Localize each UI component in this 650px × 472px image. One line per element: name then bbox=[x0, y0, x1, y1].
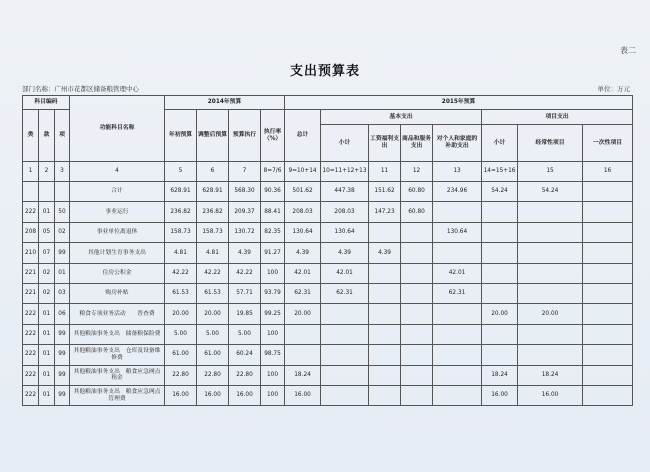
cell-rate: 88.41 bbox=[261, 202, 285, 222]
cell-wage bbox=[369, 345, 401, 365]
header-one-time-project: 一次性项目 bbox=[583, 125, 633, 162]
cell-executed: 209.37 bbox=[229, 202, 261, 222]
cell-proj-subtotal: 54.24 bbox=[482, 182, 518, 202]
cell-total: 4.39 bbox=[285, 243, 321, 263]
cell-name: 事业运行 bbox=[70, 202, 165, 222]
cell-adjusted: 61.00 bbox=[197, 345, 229, 365]
cell-onetime bbox=[583, 365, 633, 385]
table-row bbox=[23, 263, 633, 283]
cell-goods bbox=[401, 222, 433, 242]
expenditure-budget-table bbox=[22, 95, 633, 406]
cell-kuan: 01 bbox=[39, 304, 55, 324]
cell-adjusted: 628.91 bbox=[197, 182, 229, 202]
cell-adjusted: 42.22 bbox=[197, 263, 229, 283]
cell-lei: 222 bbox=[23, 202, 39, 222]
cell-personal bbox=[433, 345, 482, 365]
cell-executed: 57.71 bbox=[229, 283, 261, 303]
cell-rate: 82.35 bbox=[261, 222, 285, 242]
cell-basic-subtotal bbox=[321, 345, 369, 365]
cell-kuan: 02 bbox=[39, 263, 55, 283]
header-adjusted-budget: 调整后预算 bbox=[197, 110, 229, 162]
header-kuan: 款 bbox=[39, 110, 55, 162]
cell-recurring: 20.00 bbox=[518, 304, 583, 324]
cell-proj-subtotal bbox=[482, 345, 518, 365]
cell-xiang: 99 bbox=[55, 385, 70, 405]
cell-rate: 91.27 bbox=[261, 243, 285, 263]
cell-onetime bbox=[583, 243, 633, 263]
header-budget-2015: 2015年预算 bbox=[285, 96, 633, 110]
header-subject-code: 科目编码 bbox=[23, 96, 70, 110]
cell-xiang: 01 bbox=[55, 263, 70, 283]
header-wage-welfare: 工资福利支出 bbox=[369, 125, 401, 162]
cell-wage bbox=[369, 304, 401, 324]
cell-wage bbox=[369, 324, 401, 344]
cell-goods bbox=[401, 365, 433, 385]
cell-name: 其他粮油事务支出 粮食应急网点租金 bbox=[70, 365, 165, 385]
cell-proj-subtotal bbox=[482, 283, 518, 303]
cell-total bbox=[285, 345, 321, 365]
cell-xiang: 99 bbox=[55, 243, 70, 263]
header-project-expenditure: 项目支出 bbox=[482, 110, 633, 125]
cell-onetime bbox=[583, 304, 633, 324]
cell-proj-subtotal bbox=[482, 243, 518, 263]
cell-lei: 221 bbox=[23, 283, 39, 303]
cell-lei: 222 bbox=[23, 385, 39, 405]
cell-rate: 93.79 bbox=[261, 283, 285, 303]
cell-goods bbox=[401, 324, 433, 344]
cell-proj-subtotal bbox=[482, 222, 518, 242]
cell-name: 其他计划生育事务支出 bbox=[70, 243, 165, 263]
cell-personal: 62.31 bbox=[433, 283, 482, 303]
cell-basic-subtotal: 42.01 bbox=[321, 263, 369, 283]
cell-goods bbox=[401, 283, 433, 303]
index-cell: 9=10+14 bbox=[285, 162, 321, 182]
cell-executed: 568.30 bbox=[229, 182, 261, 202]
cell-goods bbox=[401, 345, 433, 365]
table-row bbox=[23, 222, 633, 242]
cell-wage bbox=[369, 365, 401, 385]
cell-executed: 130.72 bbox=[229, 222, 261, 242]
cell-proj-subtotal bbox=[482, 324, 518, 344]
index-cell: 16 bbox=[583, 162, 633, 182]
index-cell: 11 bbox=[369, 162, 401, 182]
table-row bbox=[23, 202, 633, 222]
cell-wage bbox=[369, 263, 401, 283]
cell-executed: 5.00 bbox=[229, 324, 261, 344]
table-row bbox=[23, 365, 633, 385]
cell-basic-subtotal: 130.64 bbox=[321, 222, 369, 242]
cell-basic-subtotal bbox=[321, 324, 369, 344]
cell-lei bbox=[23, 182, 39, 202]
cell-recurring bbox=[518, 263, 583, 283]
cell-kuan: 07 bbox=[39, 243, 55, 263]
cell-initial: 4.81 bbox=[165, 243, 197, 263]
cell-personal: 42.01 bbox=[433, 263, 482, 283]
cell-executed: 22.80 bbox=[229, 365, 261, 385]
cell-basic-subtotal: 62.31 bbox=[321, 283, 369, 303]
cell-rate: 100 bbox=[261, 324, 285, 344]
header-total: 总计 bbox=[285, 110, 321, 162]
cell-executed: 42.22 bbox=[229, 263, 261, 283]
cell-initial: 42.22 bbox=[165, 263, 197, 283]
department-label: 部门名称：广州市花都区储备粮管理中心 bbox=[22, 85, 139, 93]
cell-name: 住房公积金 bbox=[70, 263, 165, 283]
cell-adjusted: 61.53 bbox=[197, 283, 229, 303]
cell-name: 其他粮油事务支出 粮食应急网点管理费 bbox=[70, 385, 165, 405]
table-row bbox=[23, 243, 633, 263]
cell-onetime bbox=[583, 385, 633, 405]
cell-initial: 20.00 bbox=[165, 304, 197, 324]
cell-wage bbox=[369, 385, 401, 405]
cell-initial: 5.00 bbox=[165, 324, 197, 344]
cell-xiang: 06 bbox=[55, 304, 70, 324]
index-cell: 6 bbox=[197, 162, 229, 182]
cell-adjusted: 4.81 bbox=[197, 243, 229, 263]
cell-adjusted: 5.00 bbox=[197, 324, 229, 344]
table-row bbox=[23, 283, 633, 303]
cell-onetime bbox=[583, 202, 633, 222]
cell-name: 事业单位离退休 bbox=[70, 222, 165, 242]
cell-wage bbox=[369, 283, 401, 303]
header-function-subject: 功能科目名称 bbox=[70, 96, 165, 162]
cell-initial: 628.91 bbox=[165, 182, 197, 202]
cell-name: 购房补贴 bbox=[70, 283, 165, 303]
header-xiang: 项 bbox=[55, 110, 70, 162]
cell-initial: 16.00 bbox=[165, 385, 197, 405]
cell-goods: 60.80 bbox=[401, 202, 433, 222]
cell-initial: 61.00 bbox=[165, 345, 197, 365]
index-cell: 10=11+12+13 bbox=[321, 162, 369, 182]
cell-recurring bbox=[518, 243, 583, 263]
cell-basic-subtotal bbox=[321, 385, 369, 405]
cell-proj-subtotal: 18.24 bbox=[482, 365, 518, 385]
header-basic-subtotal: 小计 bbox=[321, 125, 369, 162]
cell-goods bbox=[401, 263, 433, 283]
cell-basic-subtotal: 208.03 bbox=[321, 202, 369, 222]
cell-adjusted: 22.80 bbox=[197, 365, 229, 385]
header-goods-services: 商品和服务支出 bbox=[401, 125, 433, 162]
cell-proj-subtotal bbox=[482, 263, 518, 283]
cell-adjusted: 236.82 bbox=[197, 202, 229, 222]
cell-proj-subtotal: 20.00 bbox=[482, 304, 518, 324]
cell-rate: 98.75 bbox=[261, 345, 285, 365]
cell-lei: 222 bbox=[23, 304, 39, 324]
cell-lei: 222 bbox=[23, 324, 39, 344]
cell-personal: 234.96 bbox=[433, 182, 482, 202]
cell-wage: 4.39 bbox=[369, 243, 401, 263]
cell-personal bbox=[433, 324, 482, 344]
index-cell: 1 bbox=[23, 162, 39, 182]
header-recurring-project: 经常性项目 bbox=[518, 125, 583, 162]
index-cell: 7 bbox=[229, 162, 261, 182]
cell-goods bbox=[401, 304, 433, 324]
cell-xiang bbox=[55, 182, 70, 202]
unit-label: 单位：万元 bbox=[597, 85, 630, 93]
cell-total: 130.64 bbox=[285, 222, 321, 242]
cell-kuan: 01 bbox=[39, 345, 55, 365]
cell-total: 62.31 bbox=[285, 283, 321, 303]
cell-name: 粮食专项业务活动 普查费 bbox=[70, 304, 165, 324]
header-personal-family: 对个人和家庭的补助支出 bbox=[433, 125, 482, 162]
cell-recurring bbox=[518, 222, 583, 242]
header-initial-budget: 年初预算 bbox=[165, 110, 197, 162]
cell-onetime bbox=[583, 222, 633, 242]
cell-initial: 61.53 bbox=[165, 283, 197, 303]
cell-onetime bbox=[583, 263, 633, 283]
cell-kuan: 01 bbox=[39, 385, 55, 405]
header-budget-2014: 2014年预算 bbox=[165, 96, 285, 110]
cell-onetime bbox=[583, 324, 633, 344]
cell-name: 合计 bbox=[70, 182, 165, 202]
cell-executed: 4.39 bbox=[229, 243, 261, 263]
cell-recurring: 16.00 bbox=[518, 385, 583, 405]
cell-goods: 60.80 bbox=[401, 182, 433, 202]
cell-recurring bbox=[518, 324, 583, 344]
header-execution-rate: 执行率（%） bbox=[261, 110, 285, 162]
cell-rate: 99.25 bbox=[261, 304, 285, 324]
header-basic-expenditure: 基本支出 bbox=[321, 110, 482, 125]
index-cell: 8=7/6 bbox=[261, 162, 285, 182]
cell-total: 42.01 bbox=[285, 263, 321, 283]
cell-kuan: 01 bbox=[39, 324, 55, 344]
table-row bbox=[23, 345, 633, 365]
cell-xiang: 50 bbox=[55, 202, 70, 222]
cell-rate: 90.36 bbox=[261, 182, 285, 202]
cell-lei: 208 bbox=[23, 222, 39, 242]
cell-initial: 158.73 bbox=[165, 222, 197, 242]
cell-xiang: 99 bbox=[55, 365, 70, 385]
cell-kuan: 01 bbox=[39, 365, 55, 385]
cell-recurring bbox=[518, 345, 583, 365]
page-title: 支出预算表 bbox=[289, 64, 360, 79]
cell-basic-subtotal: 447.38 bbox=[321, 182, 369, 202]
cell-total bbox=[285, 324, 321, 344]
cell-lei: 222 bbox=[23, 365, 39, 385]
cell-lei: 222 bbox=[23, 345, 39, 365]
cell-proj-subtotal: 16.00 bbox=[482, 385, 518, 405]
cell-kuan: 01 bbox=[39, 202, 55, 222]
cell-rate: 100 bbox=[261, 365, 285, 385]
table-number-label: 表二 bbox=[620, 46, 636, 55]
cell-kuan: 02 bbox=[39, 283, 55, 303]
index-cell: 15 bbox=[518, 162, 583, 182]
cell-personal bbox=[433, 243, 482, 263]
cell-adjusted: 158.73 bbox=[197, 222, 229, 242]
cell-wage bbox=[369, 222, 401, 242]
cell-personal bbox=[433, 202, 482, 222]
cell-name: 其他粮油事务支出 储备粮保险费 bbox=[70, 324, 165, 344]
table-row bbox=[23, 304, 633, 324]
index-cell: 2 bbox=[39, 162, 55, 182]
cell-initial: 236.82 bbox=[165, 202, 197, 222]
table-row bbox=[23, 385, 633, 405]
index-cell: 12 bbox=[401, 162, 433, 182]
cell-wage: 147.23 bbox=[369, 202, 401, 222]
cell-initial: 22.80 bbox=[165, 365, 197, 385]
cell-wage: 151.62 bbox=[369, 182, 401, 202]
cell-total: 501.62 bbox=[285, 182, 321, 202]
cell-adjusted: 20.00 bbox=[197, 304, 229, 324]
cell-goods bbox=[401, 243, 433, 263]
cell-xiang: 99 bbox=[55, 324, 70, 344]
table-row bbox=[23, 182, 633, 202]
cell-xiang: 03 bbox=[55, 283, 70, 303]
index-cell: 4 bbox=[70, 162, 165, 182]
cell-xiang: 02 bbox=[55, 222, 70, 242]
cell-basic-subtotal: 4.39 bbox=[321, 243, 369, 263]
cell-personal bbox=[433, 385, 482, 405]
index-cell: 5 bbox=[165, 162, 197, 182]
cell-xiang: 99 bbox=[55, 345, 70, 365]
cell-name: 其他粮油事务支出 仓库及设备维修费 bbox=[70, 345, 165, 365]
cell-total: 18.24 bbox=[285, 365, 321, 385]
cell-personal bbox=[433, 304, 482, 324]
header-budget-execution: 预算执行 bbox=[229, 110, 261, 162]
header-lei: 类 bbox=[23, 110, 39, 162]
cell-proj-subtotal bbox=[482, 202, 518, 222]
index-cell: 14=15+16 bbox=[482, 162, 518, 182]
budget-data-rows bbox=[23, 182, 633, 406]
cell-kuan bbox=[39, 182, 55, 202]
cell-lei: 221 bbox=[23, 263, 39, 283]
cell-basic-subtotal bbox=[321, 304, 369, 324]
cell-onetime bbox=[583, 345, 633, 365]
cell-executed: 60.24 bbox=[229, 345, 261, 365]
cell-rate: 100 bbox=[261, 385, 285, 405]
header-project-subtotal: 小计 bbox=[482, 125, 518, 162]
cell-goods bbox=[401, 385, 433, 405]
cell-rate: 100 bbox=[261, 263, 285, 283]
cell-total: 20.00 bbox=[285, 304, 321, 324]
cell-lei: 210 bbox=[23, 243, 39, 263]
column-index-row bbox=[23, 162, 633, 182]
cell-recurring bbox=[518, 202, 583, 222]
cell-recurring: 18.24 bbox=[518, 365, 583, 385]
cell-recurring: 54.24 bbox=[518, 182, 583, 202]
cell-adjusted: 16.00 bbox=[197, 385, 229, 405]
table-row bbox=[23, 324, 633, 344]
cell-total: 208.03 bbox=[285, 202, 321, 222]
cell-kuan: 05 bbox=[39, 222, 55, 242]
index-cell: 3 bbox=[55, 162, 70, 182]
cell-total: 16.00 bbox=[285, 385, 321, 405]
cell-executed: 16.00 bbox=[229, 385, 261, 405]
cell-basic-subtotal bbox=[321, 365, 369, 385]
index-cell: 13 bbox=[433, 162, 482, 182]
cell-onetime bbox=[583, 182, 633, 202]
cell-personal bbox=[433, 365, 482, 385]
cell-onetime bbox=[583, 283, 633, 303]
cell-recurring bbox=[518, 283, 583, 303]
cell-executed: 19.85 bbox=[229, 304, 261, 324]
cell-personal: 130.64 bbox=[433, 222, 482, 242]
